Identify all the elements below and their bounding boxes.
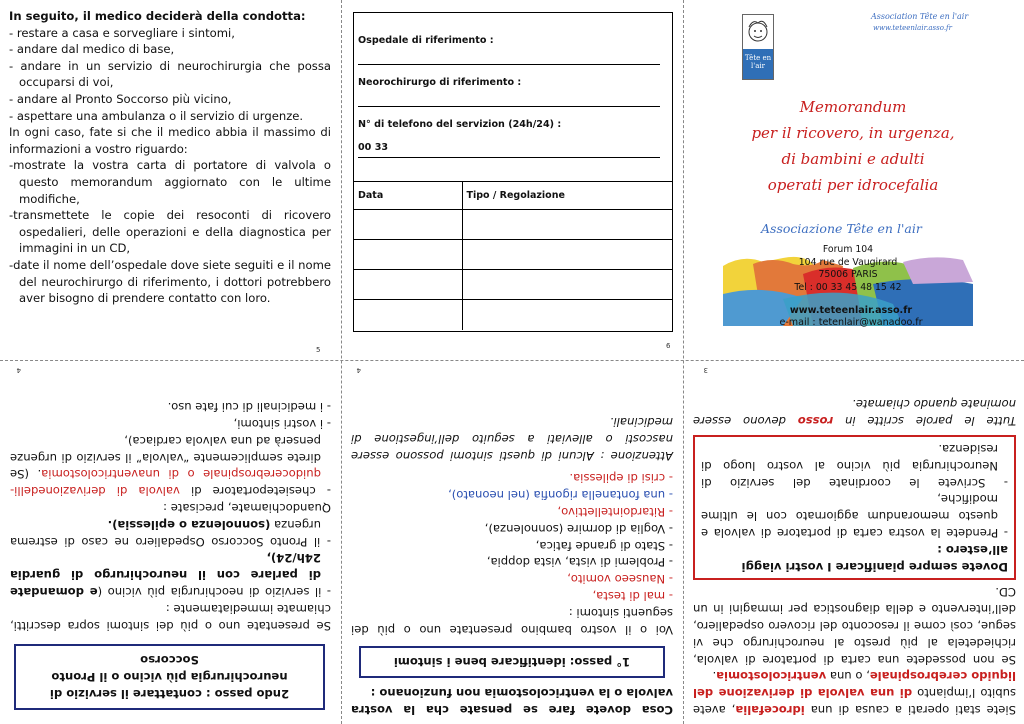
followup-heading: In seguito, il medico deciderà della condotta: <box>9 9 306 23</box>
contact-block <box>771 305 931 329</box>
page-number <box>725 344 727 352</box>
followup-item: - andare dal medico di base, <box>9 42 175 57</box>
call-item: - chesieteportatore di valvola di derivazionedelli-quidocerebrospinale o di unaventricolostomia. (Se direte semplicemente “valvola” il servizio di urgenze penserà ad una valvola cardiaca), <box>10 433 331 499</box>
call-item: - i vostri sintomi, <box>233 417 331 432</box>
settings-table <box>354 181 672 330</box>
email-link[interactable]: e-mail : tetenlair@wanadoo.fr <box>779 317 923 328</box>
travel-item: - Prendete la vostra carta di portatore di valvola e questo memorandum aggiornato con le ultime modifiche, <box>701 492 1008 541</box>
hospital-label: Ospedale di riferimento : <box>358 35 494 46</box>
panel-step1-upside-down <box>341 362 683 724</box>
page-number: 4 <box>356 366 361 374</box>
panel-symptom-followup <box>0 0 341 358</box>
website-link[interactable]: www.teteenlair.asso.fr <box>789 305 913 316</box>
followup-item: - aspettare una ambulanza o il servizio di urgenze. <box>9 108 304 123</box>
table-header-row <box>354 182 672 210</box>
address-line: 104 rue de Vaugirard <box>798 256 898 268</box>
phone-value: 00 33 <box>358 142 389 153</box>
address-line: 75006 PARIS <box>818 269 878 280</box>
attention-note: Attenzione : Alcuni di questi sintomi possono essere nascosti o alleviati a seguito dell’ingestione di medicinali. <box>351 415 673 463</box>
association-address <box>773 244 923 294</box>
call-item: - il Pronto Soccorso Ospedaliero ne caso di estrema urgenza (sonnolenza o epilessia). <box>10 517 331 549</box>
when-called-text: Quandochiamate, precisate : <box>163 501 331 516</box>
followup-item: - andare al Pronto Soccorso più vicino, <box>9 91 232 106</box>
neurosurgeon-line[interactable] <box>358 106 660 107</box>
table-row[interactable] <box>354 300 672 330</box>
memo-line: Memorandum <box>799 98 907 116</box>
phone-label: N° di telefono del servizion (24h/24) : <box>358 119 562 130</box>
info-item: -date il nome dell’ospedale dove siete seguiti e il nome del neurochirurgo di riferimento, i dottori potrebbero aver bisogno di prendere contatto con loro. <box>9 257 331 306</box>
followup-item: - restare a casa e sorvegliare i sintomi, <box>9 25 235 40</box>
travel-item: - Scrivete le coordinate del servizio di Neurochirurgia più vicino al vostro luogo di residenza. <box>701 442 1008 490</box>
call-item: - il servizio di neochirurgia più vicino (e domandate di parlare con il neurochirurgo di guardia 24h/24), <box>10 551 331 600</box>
memo-line: di bambini e adulti <box>781 150 925 168</box>
info-intro: In ogni caso, fate si che il medico abbia il massimo di informazioni a vostro riguardo: <box>9 125 331 156</box>
table-row[interactable] <box>354 210 672 240</box>
panel-step2-upside-down <box>0 362 341 724</box>
panel-intro-upside-down <box>683 362 1024 724</box>
travel-box <box>693 435 1016 579</box>
phone-line[interactable] <box>358 157 660 158</box>
association-header-name: Association Tête en l'air <box>871 12 969 21</box>
fold-line-horizontal <box>0 360 1024 361</box>
logo-text: Tête en l'air <box>743 49 773 79</box>
page-number: 4 <box>16 366 21 374</box>
child-face-icon <box>743 15 773 49</box>
info-item: -mostrate la vostra carta di portatore di valvola o questo memorandum aggiornato con le ultime modifiche, <box>9 158 331 206</box>
symptom-item: - Nauseeo vomito, <box>567 572 673 587</box>
call-intro: Se presentate uno o più dei sintomi sopra descritti, chiamate immediatamente : <box>10 601 331 633</box>
symptom-item: - una fontanella rigonfia (nel neonato), <box>448 488 673 503</box>
intro-paragraph: Siete stati operati a causa di una idrocefalia, avete subito l’impianto di una valvola di derivazione del liquido cerebrospinale, o una ventricolostomia. <box>693 669 1016 717</box>
page-number: 6 <box>666 342 671 350</box>
reference-form-box <box>353 12 673 332</box>
memorandum-title <box>723 94 983 198</box>
followup-item: - andare in un servizio di neurochirurgia che possa occuparsi di voi, <box>9 58 331 90</box>
panel-cover <box>683 0 1024 358</box>
step1-box: 1° passo: identificare bene i sintomi <box>359 646 665 679</box>
table-row[interactable] <box>354 240 672 270</box>
red-words-note: Tutte le parole scritte in rosso devono essere nominate quando chiamate. <box>693 397 1016 429</box>
table-row[interactable] <box>354 270 672 300</box>
address-phone: Tel : 00 33 45 48 15 42 <box>794 281 902 293</box>
address-line: Forum 104 <box>822 244 874 255</box>
association-logo <box>742 14 774 80</box>
symptom-item: - Problemi di vista, vista doppia, <box>486 555 673 570</box>
association-header-url[interactable]: www.teteenlair.asso.fr <box>873 24 952 32</box>
symptom-list <box>351 470 673 604</box>
question-heading: Cosa dovete fare se pensate cha la vostra valvola o la ventricolostomia non funzionano : <box>351 686 673 717</box>
table-header-date: Data <box>354 182 462 210</box>
call-item: - i medicinali di cui fate uso. <box>167 400 331 415</box>
memo-line: per il ricovero, in urgenza, <box>751 124 955 142</box>
card-paragraph: Se non possedete una carta di portatore di valvola, richiedetela al più presto al neurochirurgo che vi segue, così come il resoconto del ricovero ospedaliero, dell’intervento e della diagnostica per immagini in un CD. <box>693 585 1016 667</box>
table-header-type: Tipo / Regolazione <box>462 182 672 210</box>
association-name: Associazione Tête en l'air <box>761 221 922 236</box>
memo-line: operati per idrocefalia <box>767 176 939 194</box>
panel-reference-form <box>341 0 683 358</box>
neurosurgeon-label: Neorochirurgo di riferimento : <box>358 77 522 88</box>
symptom-item: - Voglia di dormire (sonnolenza), <box>484 521 673 536</box>
symptom-item: - mal di testa, <box>592 589 673 604</box>
hospital-line[interactable] <box>358 64 660 65</box>
info-item: -transmettete le copie dei resoconti di ricovero ospedalieri, delle operazioni e della diagnostica per immagini in un CD, <box>9 208 331 256</box>
travel-box-title: Dovete sempre pianificare I vostri viaggi all’estero : <box>741 542 1008 574</box>
symptoms-intro: Voi o il vostro bambino presentate uno o più dei seguenti sintomi : <box>351 605 673 637</box>
step2-box: 2ndo passo : contattare il servizio di neurochirurgia più vicino o il Pronto Soccorso <box>14 644 325 710</box>
page-number: 5 <box>316 346 321 354</box>
symptom-item: - Stato di grande fatica, <box>535 538 673 553</box>
symptom-item: - crisi di epilessia. <box>569 471 673 486</box>
symptom-item: - Ritardointellettivo, <box>557 505 673 520</box>
page-number: 3 <box>703 366 708 374</box>
